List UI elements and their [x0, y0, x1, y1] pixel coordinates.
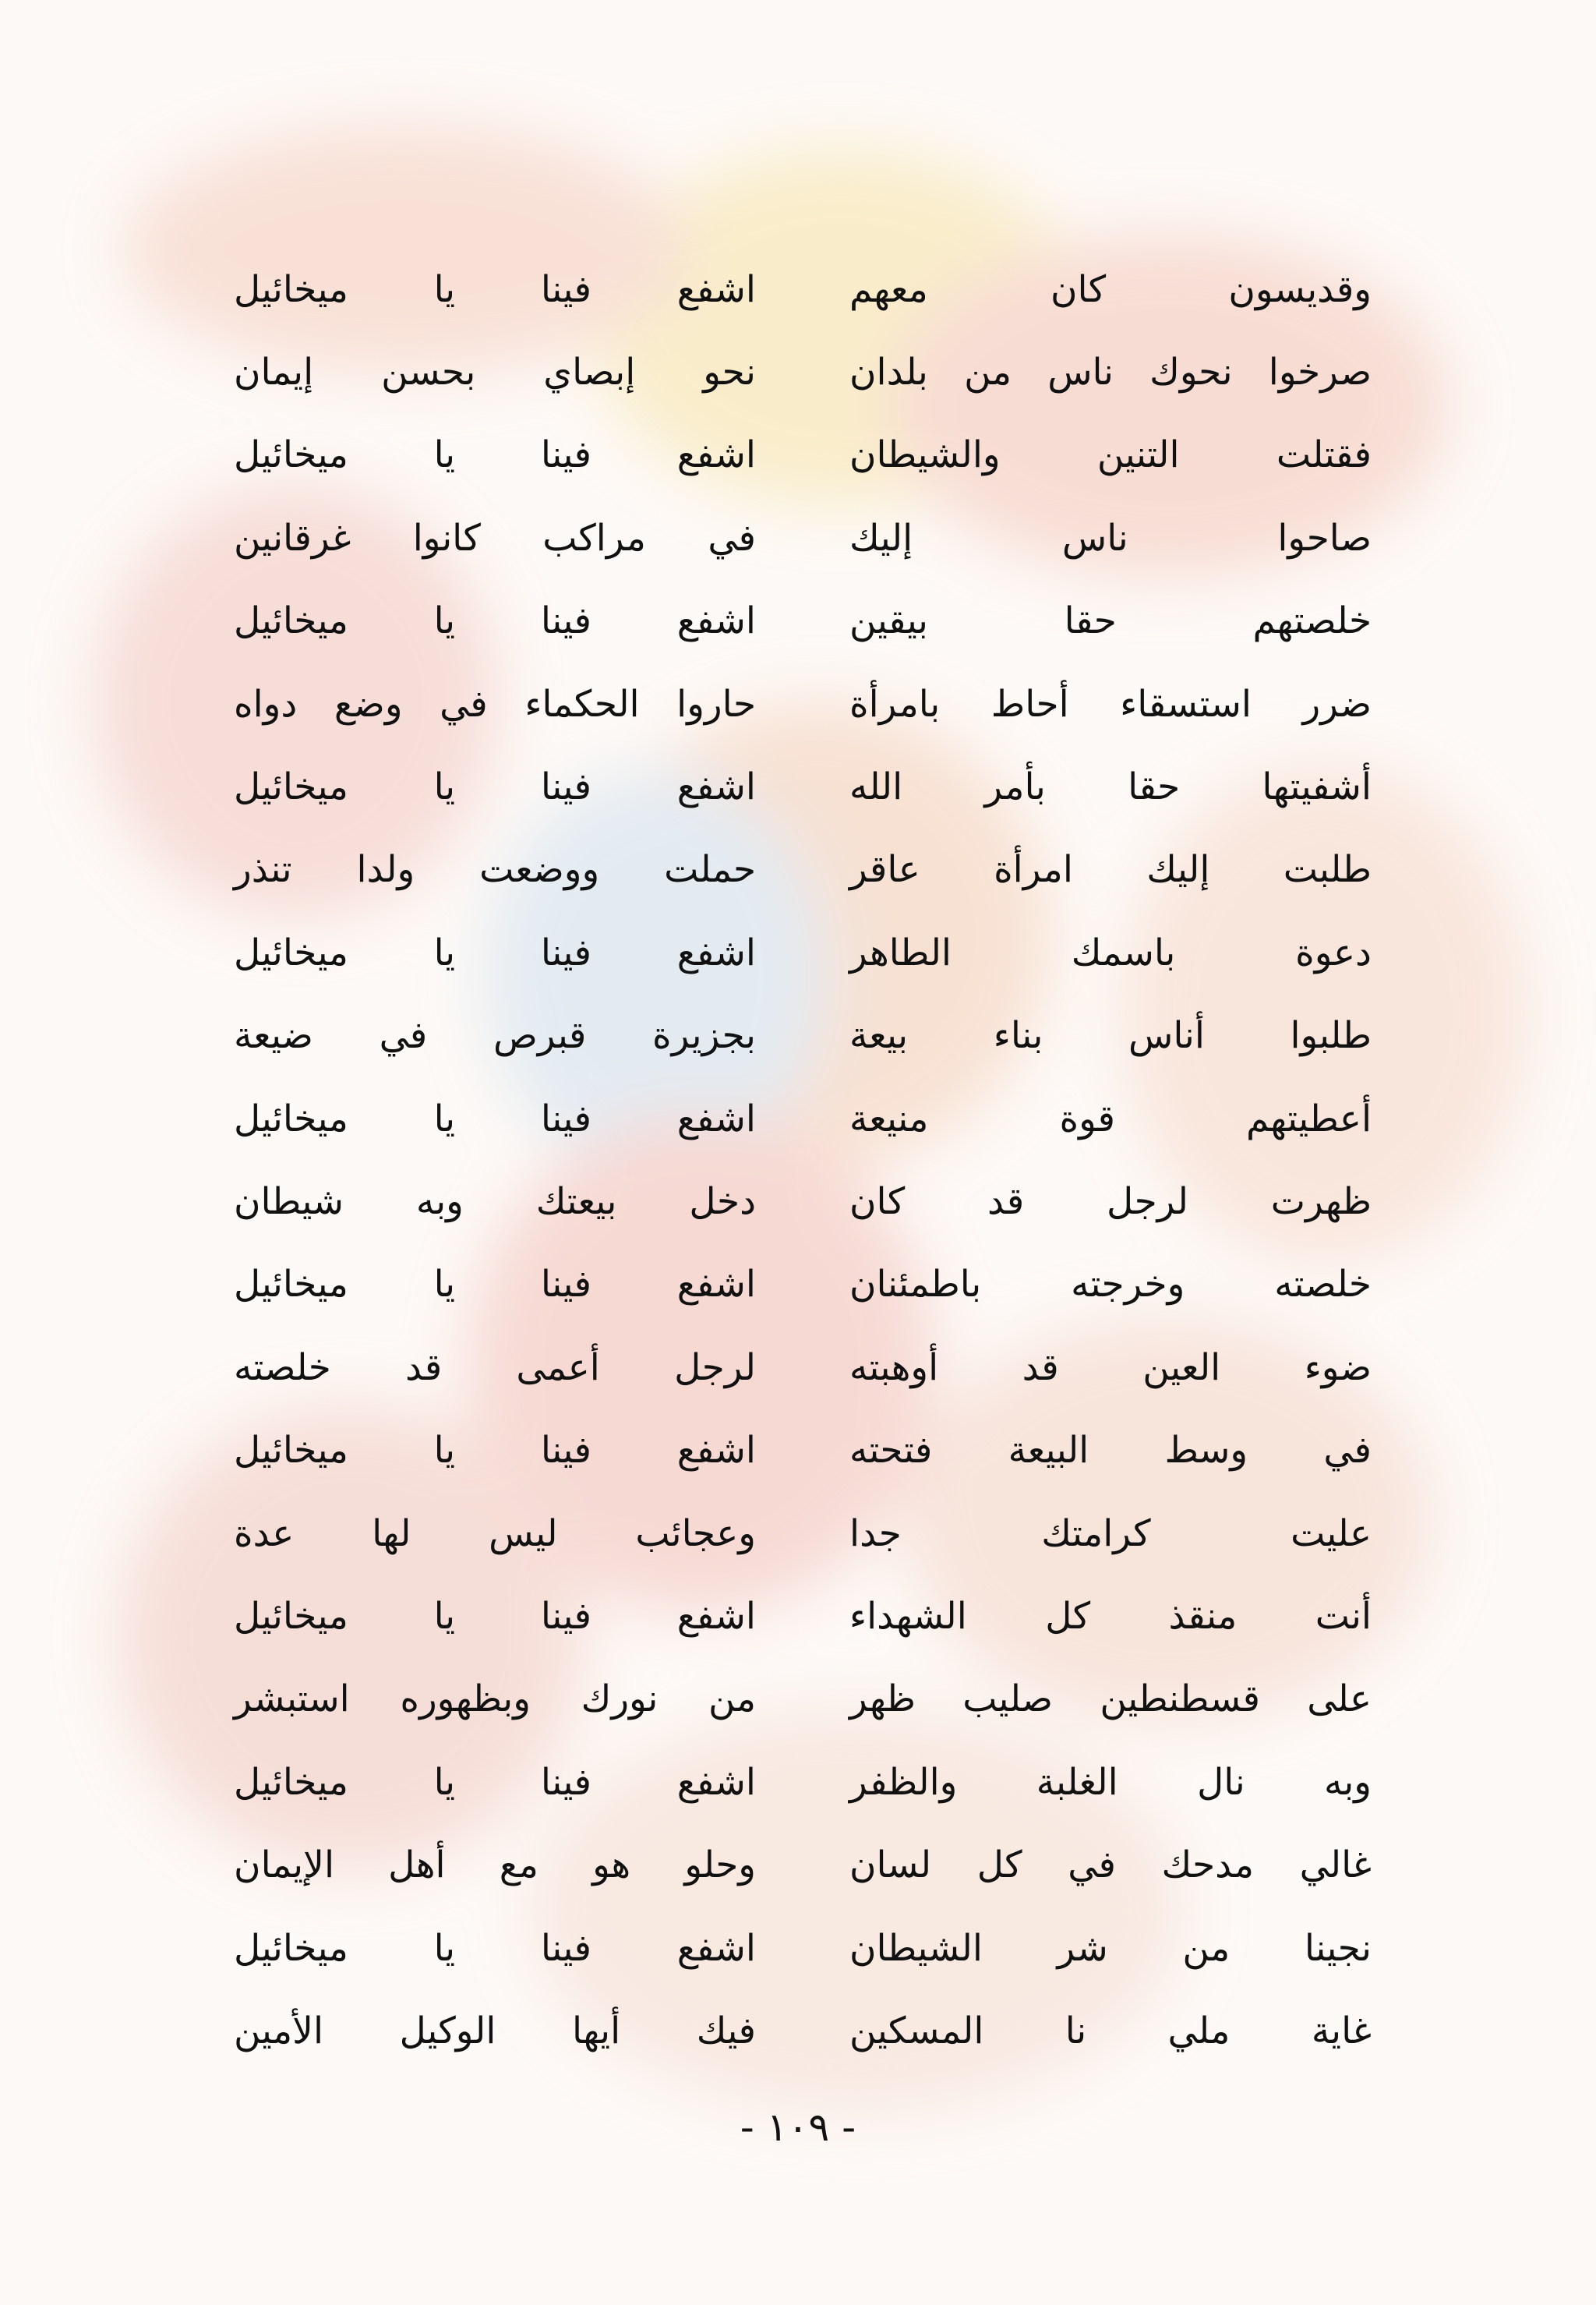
verse-word: حاروا — [676, 682, 756, 726]
verse-word: قد — [1022, 1345, 1059, 1389]
verse-word: فقتلت — [1276, 433, 1372, 477]
verse-word: غاية — [1311, 2009, 1372, 2052]
verse-row — [234, 1741, 1372, 1823]
verse-word: فيك — [696, 2009, 756, 2052]
verse-word: إليك — [1146, 848, 1210, 892]
verse-second-hemistich — [234, 1760, 756, 1804]
verse-word: أنت — [1315, 1594, 1372, 1638]
verse-second-hemistich — [234, 1594, 756, 1638]
verse-word: طلبت — [1283, 848, 1372, 892]
verse-word: الله — [849, 765, 903, 809]
verse-word: دعوة — [1295, 931, 1372, 974]
verse-word: الطاهر — [849, 931, 952, 974]
verse-second-hemistich — [234, 1263, 756, 1306]
verse-word: فينا — [540, 1926, 591, 1970]
verse-word: طلبوا — [1290, 1014, 1372, 1058]
verse-word: كانوا — [412, 516, 481, 560]
verse-word: ميخائيل — [234, 1429, 348, 1472]
verse-word: الوكيل — [399, 2009, 496, 2052]
verse-word: ميخائيل — [234, 931, 348, 974]
verse-word: ميخائيل — [234, 1097, 348, 1140]
verse-first-hemistich — [849, 1677, 1372, 1721]
verse-second-hemistich — [234, 848, 756, 892]
verse-word: ووضعت — [479, 848, 600, 892]
verse-word: ميخائيل — [234, 433, 348, 477]
verse-word: نحو — [703, 351, 756, 394]
verse-word: التنين — [1096, 433, 1180, 477]
verse-word: لرجل — [674, 1345, 756, 1389]
verse-word: يا — [433, 599, 456, 643]
verse-row — [234, 1575, 1372, 1657]
verse-word: فتحته — [849, 1429, 933, 1472]
verse-word: باطمئنان — [849, 1263, 982, 1306]
verse-word: من — [1182, 1926, 1231, 1970]
verse-row — [234, 497, 1372, 579]
verse-word: فينا — [540, 1263, 591, 1306]
verse-word: فينا — [540, 599, 591, 643]
verse-word: استسقاء — [1120, 682, 1252, 726]
verse-word: إيمان — [234, 351, 314, 394]
verse-first-hemistich — [849, 1345, 1372, 1389]
verse-row — [234, 1243, 1372, 1326]
verse-row — [234, 1326, 1372, 1409]
verse-word: كل — [976, 1844, 1022, 1887]
verse-word: لسان — [849, 1844, 932, 1887]
verse-word: من — [708, 1677, 756, 1721]
verse-word: ميخائيل — [234, 1263, 348, 1306]
verse-word: اشفع — [676, 931, 756, 974]
verse-word: بلدان — [849, 351, 928, 394]
verse-second-hemistich — [234, 599, 756, 643]
verse-word: إليك — [849, 516, 913, 560]
verse-word: شيطان — [234, 1179, 344, 1223]
verse-word: نورك — [581, 1677, 659, 1721]
verse-word: بيعة — [849, 1014, 909, 1058]
verse-word: بجزيرة — [652, 1014, 756, 1058]
verse-word: أعمى — [516, 1345, 600, 1389]
verse-word: أناس — [1128, 1014, 1205, 1058]
verse-row — [234, 1658, 1372, 1741]
verse-first-hemistich — [849, 2009, 1372, 2052]
verse-word: لرجل — [1107, 1179, 1188, 1223]
verse-word: الشيطان — [849, 1926, 983, 1970]
verse-word: غرقانين — [234, 516, 351, 560]
verse-second-hemistich — [234, 1844, 756, 1887]
verse-second-hemistich — [234, 433, 756, 477]
verse-word: وعجائب — [635, 1511, 756, 1555]
verse-word: ليس — [489, 1511, 558, 1555]
verse-word: أهل — [388, 1844, 446, 1887]
verse-first-hemistich — [849, 433, 1372, 477]
verse-word: اشفع — [676, 1097, 756, 1140]
verse-word: نجينا — [1304, 1926, 1372, 1970]
verse-word: مراكب — [542, 516, 646, 560]
verse-word: ناس — [1047, 351, 1114, 394]
verse-word: فينا — [540, 1097, 591, 1140]
verse-word: إبصاي — [543, 351, 636, 394]
verse-word: منقذ — [1168, 1594, 1238, 1638]
verse-word: مدحك — [1161, 1844, 1255, 1887]
verse-word: يا — [433, 433, 456, 477]
verse-word: اشفع — [676, 1760, 756, 1804]
verse-word: اشفع — [676, 267, 756, 311]
verse-word: بامرأة — [849, 682, 941, 726]
verse-first-hemistich — [849, 267, 1372, 311]
verse-word: اشفع — [676, 1429, 756, 1472]
verse-word: هو — [592, 1844, 631, 1887]
verse-word: والشيطان — [849, 433, 1001, 477]
verse-first-hemistich — [849, 1263, 1372, 1306]
verse-word: بناء — [993, 1014, 1043, 1058]
verse-word: عليت — [1291, 1511, 1372, 1555]
verse-row — [234, 1077, 1372, 1160]
verse-word: فينا — [540, 1594, 591, 1638]
verse-word: ميخائيل — [234, 1760, 348, 1804]
verse-word: دخل — [689, 1179, 756, 1223]
verse-word: ضوء — [1304, 1345, 1372, 1389]
verse-row — [234, 1409, 1372, 1491]
verse-word: عاقر — [849, 848, 920, 892]
verse-row — [234, 1492, 1372, 1575]
verse-word: يا — [433, 267, 456, 311]
verse-word: وخرجته — [1071, 1263, 1185, 1306]
verse-word: بيعتك — [535, 1179, 617, 1223]
verse-word: تنذر — [234, 848, 292, 892]
verse-word: اشفع — [676, 1926, 756, 1970]
verse-word: استبشر — [234, 1677, 350, 1721]
verse-word: معهم — [849, 267, 928, 311]
verse-word: دواه — [234, 682, 298, 726]
verse-word: اشفع — [676, 433, 756, 477]
verse-word: يا — [433, 1097, 456, 1140]
verse-word: حملت — [664, 848, 756, 892]
verse-row — [234, 745, 1372, 828]
verse-word: بأمر — [984, 765, 1046, 809]
verse-word: ميخائيل — [234, 267, 348, 311]
verse-word: ميخائيل — [234, 1594, 348, 1638]
verse-second-hemistich — [234, 1511, 756, 1555]
verse-word: قد — [987, 1179, 1025, 1223]
verse-word: غالي — [1299, 1844, 1372, 1887]
verse-word: الشهداء — [849, 1594, 967, 1638]
verse-word: فينا — [540, 765, 591, 809]
verse-word: أيها — [572, 2009, 621, 2052]
verse-first-hemistich — [849, 682, 1372, 726]
verse-word: ميخائيل — [234, 599, 348, 643]
poem-body — [234, 248, 1372, 2073]
verse-word: باسمك — [1071, 931, 1176, 974]
verse-word: كان — [849, 1179, 906, 1223]
verse-word: اشفع — [676, 1594, 756, 1638]
verse-word: أعطيتهم — [1246, 1097, 1372, 1140]
verse-word: في — [440, 682, 488, 726]
verse-word: يا — [433, 1926, 456, 1970]
verse-word: أشفيتها — [1262, 765, 1372, 809]
verse-word: ولدا — [356, 848, 415, 892]
verse-word: اشفع — [676, 765, 756, 809]
verse-word: ضرر — [1302, 682, 1372, 726]
verse-row — [234, 248, 1372, 331]
verse-row — [234, 414, 1372, 497]
verse-row — [234, 580, 1372, 663]
verse-word: قد — [405, 1345, 443, 1389]
verse-word: بحسن — [381, 351, 476, 394]
verse-word: أحاط — [990, 682, 1069, 726]
verse-word: صرخوا — [1268, 351, 1372, 394]
verse-word: فينا — [540, 267, 591, 311]
verse-word: أوهبته — [849, 1345, 939, 1389]
verse-word: حقا — [1128, 765, 1181, 809]
verse-word: امرأة — [994, 848, 1073, 892]
verse-word: يا — [433, 1429, 456, 1472]
verse-word: حقا — [1064, 599, 1117, 643]
verse-word: لها — [372, 1511, 411, 1555]
verse-second-hemistich — [234, 1677, 756, 1721]
verse-row — [234, 829, 1372, 911]
verse-first-hemistich — [849, 931, 1372, 974]
verse-word: اشفع — [676, 1263, 756, 1306]
verse-first-hemistich — [849, 1926, 1372, 1970]
verse-word: خلصته — [1274, 1263, 1372, 1306]
verse-word: ضيعة — [234, 1014, 313, 1058]
verse-first-hemistich — [849, 1179, 1372, 1223]
verse-second-hemistich — [234, 931, 756, 974]
verse-second-hemistich — [234, 2009, 756, 2052]
verse-row — [234, 1823, 1372, 1906]
verse-word: نال — [1197, 1760, 1245, 1804]
verse-word: في — [1068, 1844, 1116, 1887]
verse-word: شر — [1057, 1926, 1108, 1970]
verse-word: ظهر — [849, 1677, 916, 1721]
verse-row — [234, 663, 1372, 745]
verse-word: الأمين — [234, 2009, 324, 2052]
verse-word: وضع — [334, 682, 403, 726]
verse-word: وبه — [415, 1179, 464, 1223]
verse-word: عدة — [234, 1511, 295, 1555]
verse-word: كرامتك — [1041, 1511, 1151, 1555]
verse-word: الإيمان — [234, 1844, 334, 1887]
verse-word: يا — [433, 1760, 456, 1804]
verse-word: الحكماء — [524, 682, 640, 726]
verse-word: على — [1307, 1677, 1372, 1721]
verse-word: جدا — [849, 1511, 902, 1555]
verse-word: نحوك — [1149, 351, 1233, 394]
verse-first-hemistich — [849, 765, 1372, 809]
verse-word: وقديسون — [1228, 267, 1372, 311]
verse-second-hemistich — [234, 351, 756, 394]
verse-word: المسكين — [849, 2009, 984, 2052]
verse-word: قبرص — [493, 1014, 587, 1058]
verse-row — [234, 995, 1372, 1077]
verse-second-hemistich — [234, 1926, 756, 1970]
verse-word: فينا — [540, 433, 591, 477]
verse-second-hemistich — [234, 516, 756, 560]
verse-first-hemistich — [849, 1844, 1372, 1887]
verse-first-hemistich — [849, 599, 1372, 643]
verse-word: يا — [433, 1594, 456, 1638]
verse-word: وسط — [1164, 1429, 1248, 1472]
verse-word: ظهرت — [1270, 1179, 1372, 1223]
verse-second-hemistich — [234, 1097, 756, 1140]
verse-word: في — [379, 1014, 428, 1058]
verse-row — [234, 1907, 1372, 1989]
verse-word: نا — [1065, 2009, 1087, 2052]
verse-first-hemistich — [849, 1760, 1372, 1804]
verse-word: فينا — [540, 1760, 591, 1804]
verse-word: من — [964, 351, 1012, 394]
verse-second-hemistich — [234, 1429, 756, 1472]
verse-word: وحلو — [684, 1844, 756, 1887]
verse-word: ناس — [1061, 516, 1128, 560]
verse-word: بيقين — [849, 599, 928, 643]
verse-row — [234, 1160, 1372, 1243]
verse-first-hemistich — [849, 1097, 1372, 1140]
verse-first-hemistich — [849, 1511, 1372, 1555]
verse-word: يا — [433, 765, 456, 809]
verse-second-hemistich — [234, 1179, 756, 1223]
verse-second-hemistich — [234, 1345, 756, 1389]
verse-word: ميخائيل — [234, 765, 348, 809]
verse-word: خلصتهم — [1252, 599, 1372, 643]
verse-row — [234, 1989, 1372, 2072]
verse-word: وبه — [1324, 1760, 1372, 1804]
verse-word: كان — [1050, 267, 1107, 311]
page-number: - ١٠٩ - — [740, 2105, 856, 2150]
verse-word: اشفع — [676, 599, 756, 643]
verse-word: فينا — [540, 931, 591, 974]
verse-word: وبظهوره — [400, 1677, 531, 1721]
verse-row — [234, 911, 1372, 994]
verse-word: صاحوا — [1277, 516, 1372, 560]
verse-word: كل — [1045, 1594, 1091, 1638]
verse-word: العين — [1142, 1345, 1221, 1389]
verse-row — [234, 331, 1372, 413]
verse-second-hemistich — [234, 1014, 756, 1058]
verse-word: الغلبة — [1036, 1760, 1118, 1804]
verse-word: ميخائيل — [234, 1926, 348, 1970]
verse-word: مع — [499, 1844, 538, 1887]
verse-second-hemistich — [234, 682, 756, 726]
verse-word: في — [1323, 1429, 1372, 1472]
verse-first-hemistich — [849, 516, 1372, 560]
verse-first-hemistich — [849, 351, 1372, 394]
verse-word: فينا — [540, 1429, 591, 1472]
verse-word: ملي — [1167, 2009, 1231, 2052]
verse-word: قسطنطين — [1100, 1677, 1260, 1721]
verse-word: منيعة — [849, 1097, 929, 1140]
verse-first-hemistich — [849, 1429, 1372, 1472]
verse-second-hemistich — [234, 267, 756, 311]
verse-word: صليب — [962, 1677, 1054, 1721]
verse-word: قوة — [1059, 1097, 1115, 1140]
verse-first-hemistich — [849, 1594, 1372, 1638]
verse-word: خلصته — [234, 1345, 331, 1389]
verse-second-hemistich — [234, 765, 756, 809]
verse-word: في — [708, 516, 756, 560]
verse-first-hemistich — [849, 1014, 1372, 1058]
verse-word: والظفر — [849, 1760, 958, 1804]
verse-word: يا — [433, 1263, 456, 1306]
verse-word: البيعة — [1008, 1429, 1089, 1472]
verse-word: يا — [433, 931, 456, 974]
verse-first-hemistich — [849, 848, 1372, 892]
